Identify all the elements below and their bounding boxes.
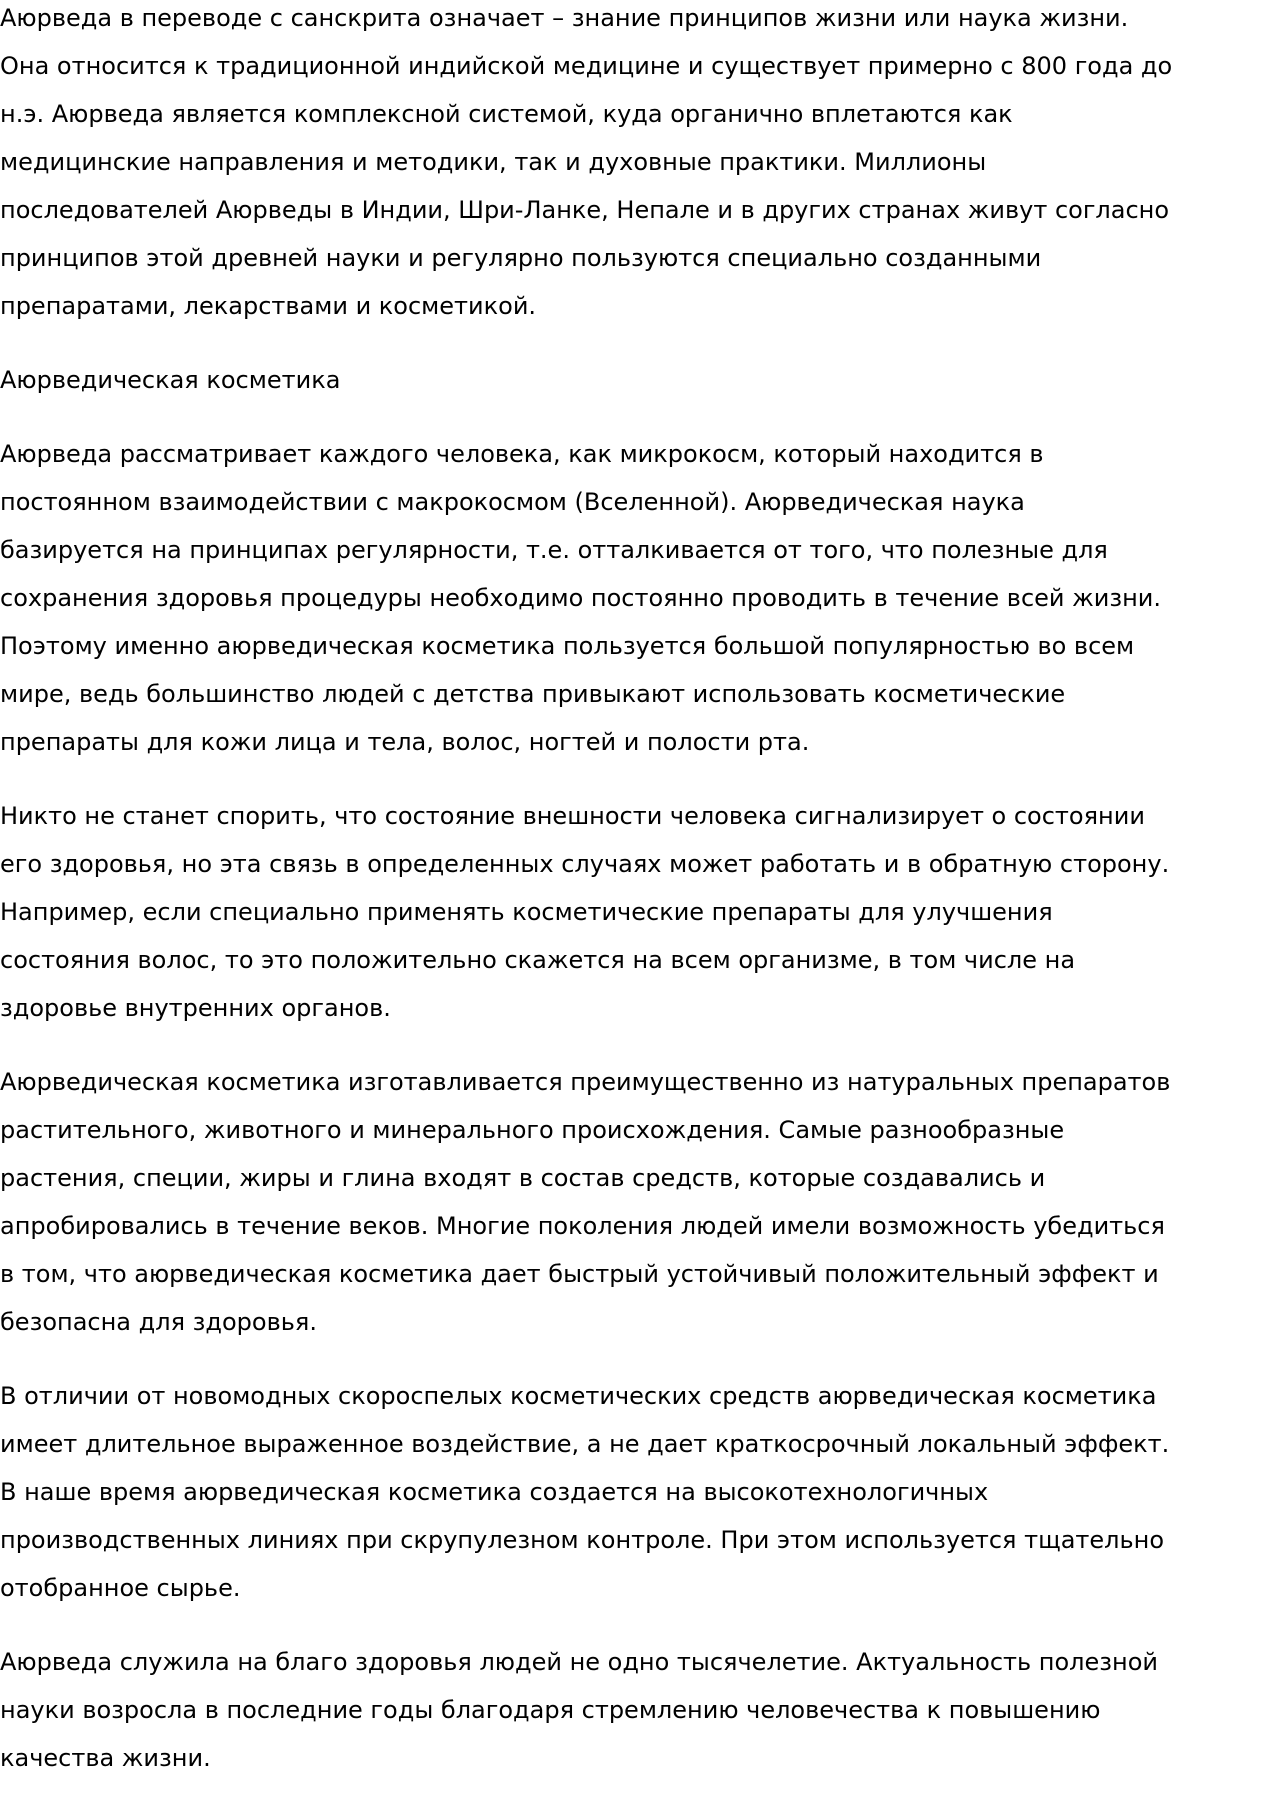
paragraph-microcosm: Аюрведа рассматривает каждого человека, как микрокосм, который находится в постоянном взаимодействии с макрокосмом (Вселенной). Аюрведическая наука базируется на принципах регулярности, т.е. отталкивается от того, что полезные для сохранения здоровья процедуры необходимо постоянно проводить в течение всей жизни. Поэтому именно аюрведическая косметика пользуется большой популярностью во всем мире, ведь большинство людей с детства привыкают использовать косметические препараты для кожи лица и тела, волос, ногтей и полости рта. bbox=[0, 440, 1162, 756]
paragraph-appearance: Никто не станет спорить, что состояние внешности человека сигнализирует о состоянии его здоровья, но эта связь в определенных случаях может работать и в обратную сторону. Например, если специально применять косметические препараты для улучшения состояния волос, то это положительно скажется на всем организме, в том числе на здоровье внутренних органов. bbox=[0, 802, 1170, 1022]
paragraph-ingredients: Аюрведическая косметика изготавливается преимущественно из натуральных препаратов растительного, животного и минерального происхождения. Самые разнообразные растения, специи, жиры и глина входят в состав средств, которые создавались и апробировались в течение веков. Многие поколения людей имели возможность убедиться в том, что аюрведическая косметика дает быстрый устойчивый положительный эффект и безопасна для здоровья. bbox=[0, 1068, 1171, 1336]
paragraph-modern-production: В отличии от новомодных скороспелых косметических средств аюрведическая косметика имеет длительное выраженное воздействие, а не дает краткосрочный локальный эффект. В наше время аюрведическая косметика создается на высокотехнологичных производственных линиях при скрупулезном контроле. При этом используется тщательно отобранное сырье. bbox=[0, 1382, 1170, 1602]
paragraph-conclusion: Аюрведа служила на благо здоровья людей не одно тысячелетие. Актуальность полезной науки возросла в последние годы благодаря стремлению человечества к повышению качества жизни. bbox=[0, 1648, 1158, 1772]
section-heading: Аюрведическая косметика bbox=[0, 366, 341, 394]
intro-paragraph: Аюрведа в переводе с санскрита означает – знание принципов жизни или наука жизни. Она относится к традиционной индийской медицине и существует примерно с 800 года до н.э. Аюрведа является комплексной системой, куда органично вплетаются как медицинские направления и методики, так и духовные практики. Миллионы последователей Аюрведы в Индии, Шри-Ланке, Непале и в других странах живут согласно принципов этой древней науки и регулярно пользуются специально созданными препаратами, лекарствами и косметикой. bbox=[0, 4, 1173, 320]
